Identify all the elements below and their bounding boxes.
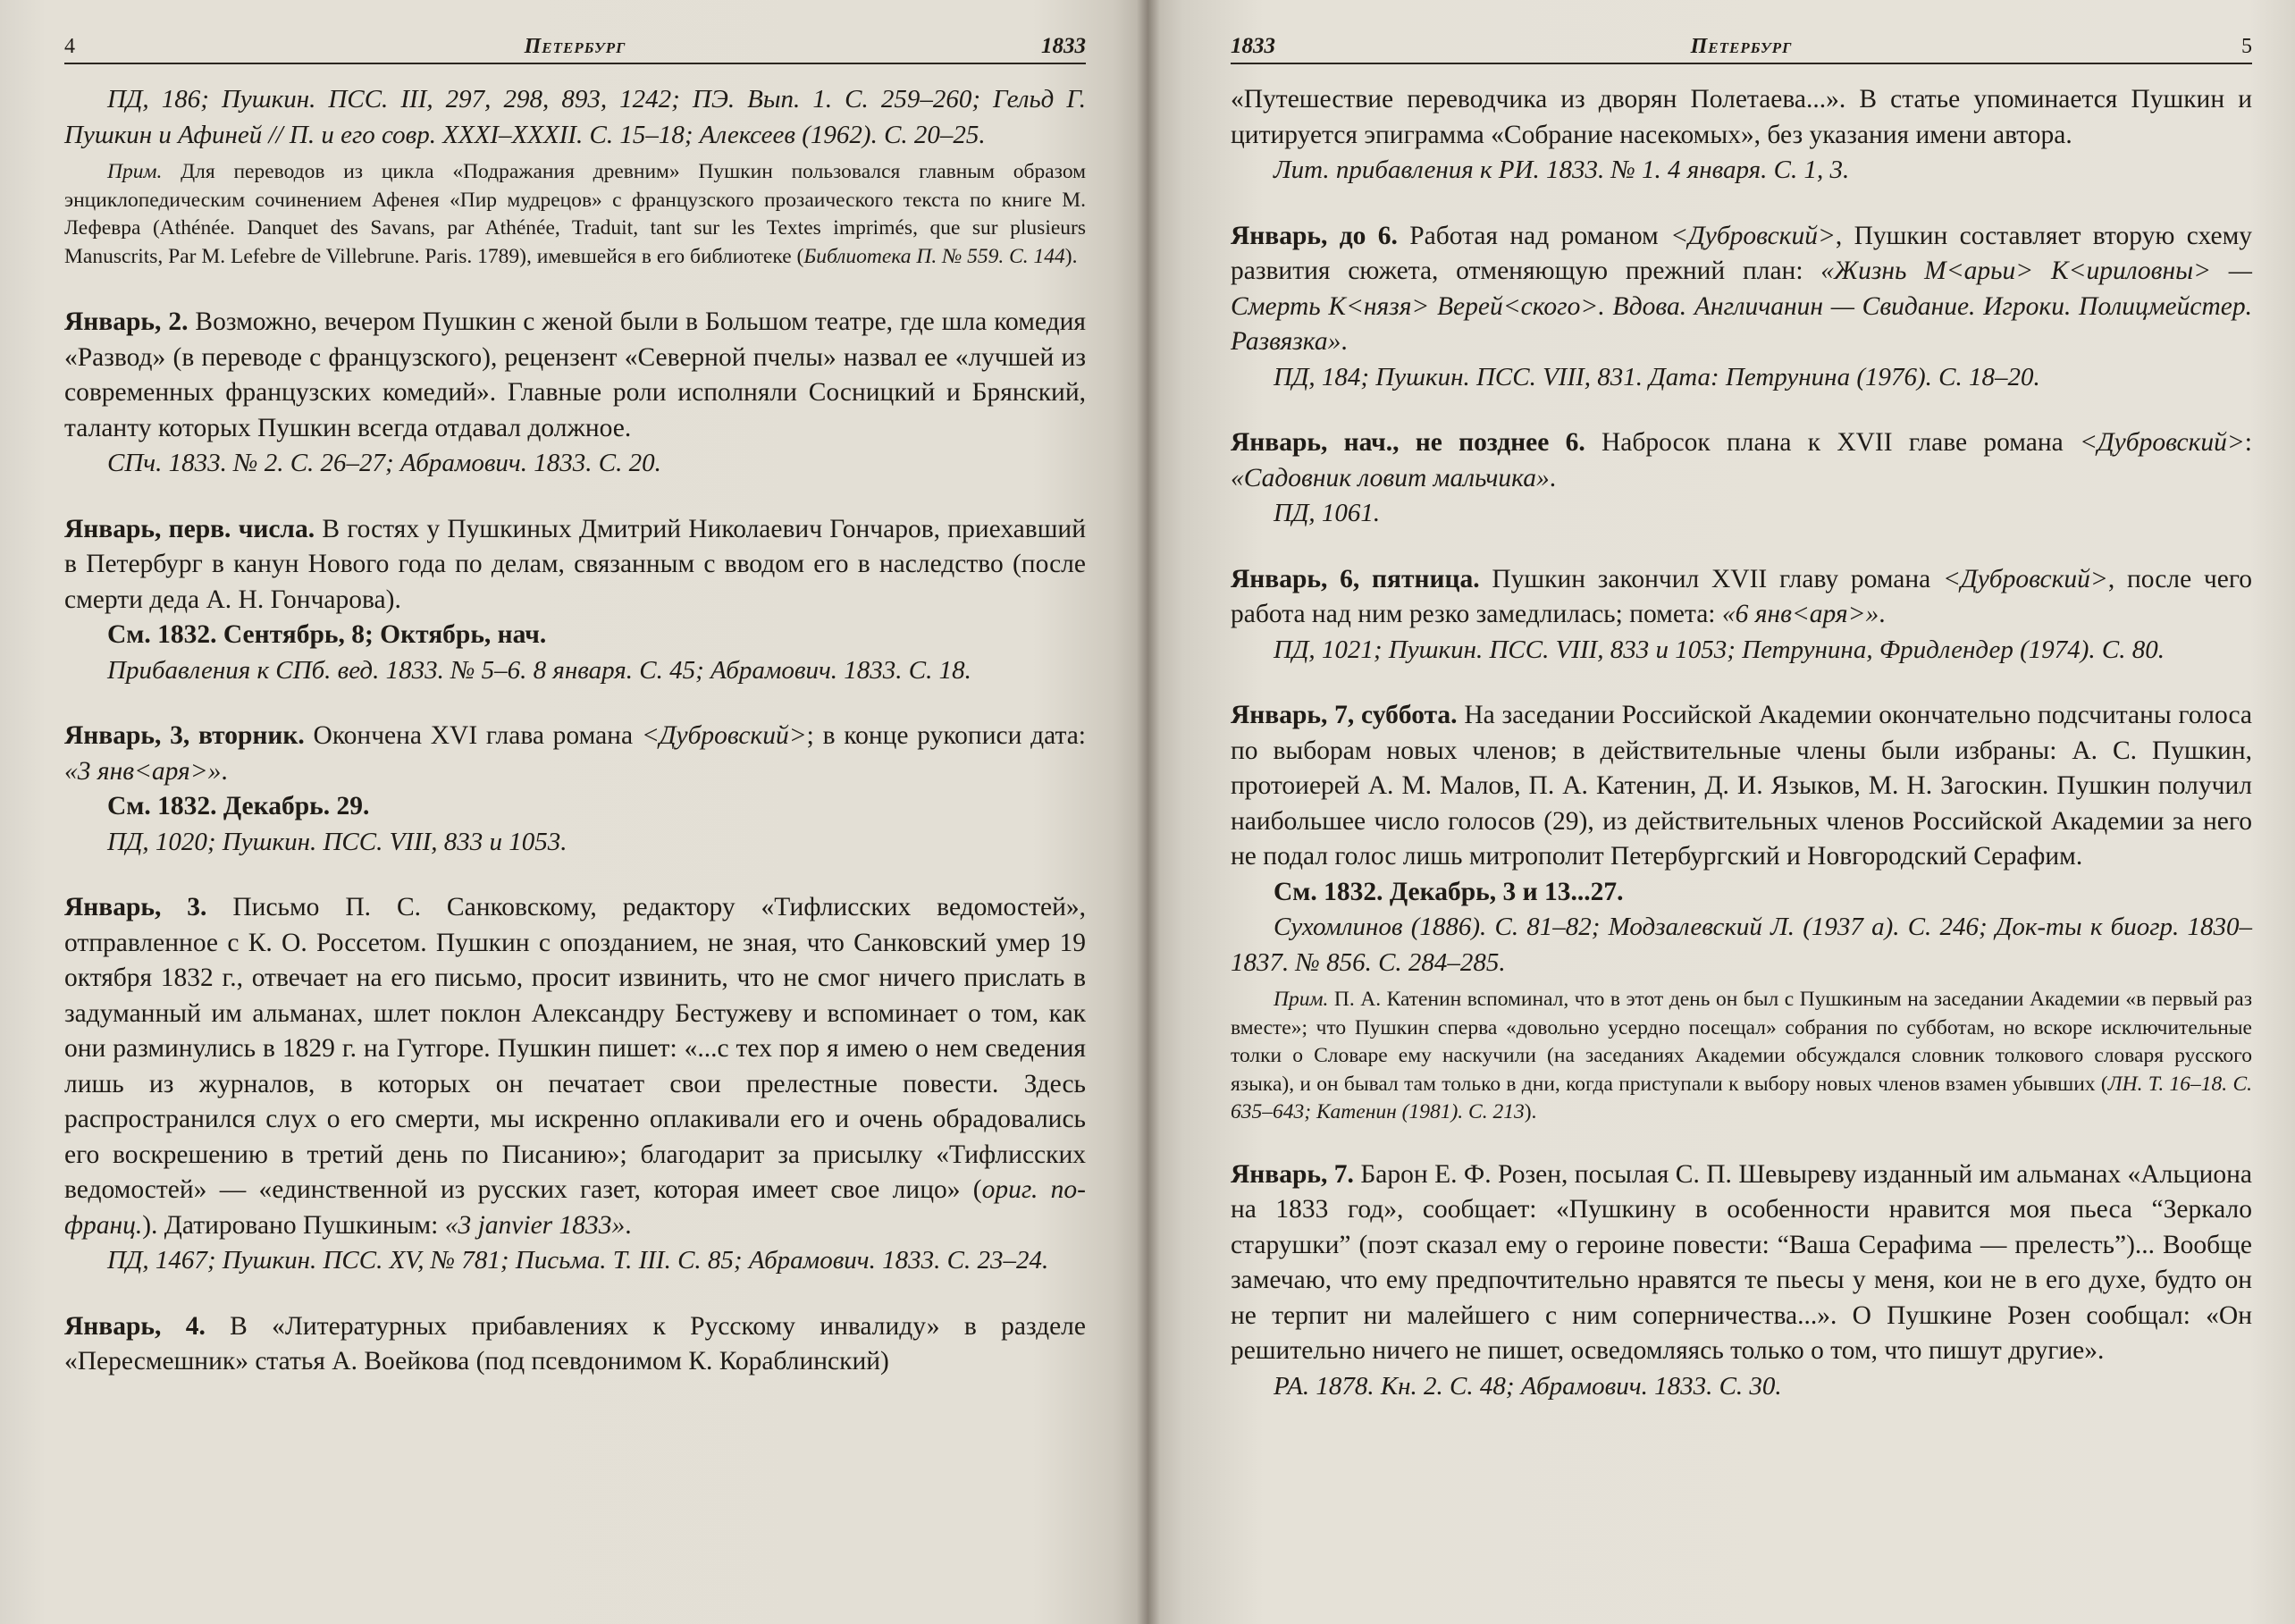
entry-date: Январь, 4. <box>64 1311 206 1341</box>
entry-sources: ПД, 1020; Пушкин. ПСС. VIII, 833 и 1053. <box>107 827 567 856</box>
note-citation: Библиотека П. № 559. С. 144 <box>803 244 1065 268</box>
page-number: 4 <box>64 35 75 58</box>
running-head-year: 1833 <box>1231 34 1275 58</box>
entry-sources: ПД, 184; Пушкин. ПСС. VIII, 831. Дата: Петрунина (1976). С. 18–20. <box>1274 362 2040 391</box>
entry-date: Январь, 6, пятница. <box>1231 564 1480 593</box>
running-head-place: Петербург <box>1690 35 1793 58</box>
entry-date: Январь, до 6. <box>1231 221 1398 250</box>
entry-paragraph <box>64 890 1086 1243</box>
chronicle-entry <box>1231 425 2252 532</box>
entry-body: Окончена XVI глава романа <box>304 721 642 750</box>
chronicle-entry <box>64 305 1086 482</box>
entry-sources: ПД, 1021; Пушкин. ПСС. VIII, 833 и 1053; Петрунина, Фридлендер (1974). С. 80. <box>1274 635 2165 664</box>
entry-body: Письмо П. С. Санковскому, редактору «Тифлисских ведомостей», отправленное с К. О. Россетом. Пушкин с опозданием, не зная, что Санковский умер 19 октября 1832 г., отвечает на его письмо, просит извинить, что не смог ничего прислать в задуманный им альманах, шлет поклон Александру Бестужеву и вспоминает о том, как они разминулись в 1829 г. на Гутгоре. Пушкин пишет: «...с тех пор я имею о нем сведения лишь из журналов, в которых он печатает свои прелестные повести. Здесь распространился слух о его смерти, мы искренно оплакивали его и очень обрадовались его воскрешению в третий день по Писанию»; благодарит за присылку «Тифлисских ведомостей» — «единственной из русских газет, которая имеет свое лицо» ( <box>64 893 1086 1204</box>
note-text: Для переводов из цикла «Подражания древним» Пушкин пользовался главным образом энциклопедическим сочинением Афенея «Пир мудрецов» с французского прозаического текста по книге М. Лефевра (Athénée. Danquet des Savans, par Athénée, Traduit, tant sur les Textes imprimés, que sur plusieurs Manuscrits, Par M. Lefebre de Villebrune. Paris. 1789), имевшейся в его библиотеке ( <box>64 160 1086 268</box>
chronicle-entry <box>1231 562 2252 669</box>
entry-body: Возможно, вечером Пушкин с женой были в Большом театре, где шла комедия «Развод» (в переводе с французского), рецензент «Северной пчелы» назвал ее «лучшей из современных французских комедий». Главные роли исполняли Сосницкий и Брянский, таланту которых Пушкин всегда отдавал должное. <box>64 307 1086 442</box>
letter-date: «3 janvier 1833» <box>444 1210 626 1240</box>
work-title: <Дубровский> <box>1943 564 2108 593</box>
entry-paragraph <box>64 1309 1086 1380</box>
entry-body: Барон Е. Ф. Розен, посылая С. П. Шевыреву изданный им альманах «Альциона на 1833 год», сообщает: «Пушкину в особенности нравится моя пьеса “Зеркало старушки” (поэт сказал ему о героине повести: “Ваша Серафима — прелесть”)... Вообще замечаю, что ему предпочтительно нравятся те пьесы у меня, кои не в его духе, будто он не терпит ни малейшего с ним соперничества...». О Пушкине Розен сообщал: «Он решительно ничего не пишет, осведомляясь только о том, что пишут другие». <box>1231 1159 2252 1365</box>
entry-date: Январь, нач., не позднее 6. <box>1231 428 1585 457</box>
entry-sources: Прибавления к СПб. вед. 1833. № 5–6. 8 января. С. 45; Абрамович. 1833. С. 18. <box>107 655 971 685</box>
note-text-end: ). <box>1524 1100 1537 1123</box>
entry-date: Январь, 2. <box>64 307 189 336</box>
entry-body-cont: , после чего работа над ним резко замедлилась; помета: <box>1231 564 2252 628</box>
entry-body-cont: , Пушкин составляет вторую схему развития сюжета, отменяющую прежний план: <box>1231 221 2252 285</box>
note-citation: ЛН. Т. 16–18. С. 635–643; Катенин (1981). С. 213 <box>1231 1072 2253 1123</box>
manuscript-date: «6 янв<аря>» <box>1721 600 1879 628</box>
entry-paragraph <box>1231 219 2252 360</box>
entry-body: Набросок плана к XVII главе романа <box>1585 428 2080 457</box>
running-head-year: 1833 <box>1041 34 1086 58</box>
entry-body-end: . <box>221 756 228 786</box>
chronicle-entry <box>64 890 1086 1279</box>
entry-paragraph <box>1231 698 2252 875</box>
running-head <box>1231 27 2252 64</box>
entry-date: Январь, 7. <box>1231 1159 1354 1189</box>
continued-entry <box>1231 82 2252 189</box>
note-text-end: ). <box>1064 244 1078 268</box>
entry-sources: Лит. прибавления к РИ. 1833. № 1. 4 января. С. 1, 3. <box>1274 156 1850 184</box>
note-text: П. А. Катенин вспоминал, что в этот день он был с Пушкиным на заседании Академии «в первый раз вместе»; что Пушкин сперва «довольно усердно посещал» собрания по субботам, но вскоре исключительные толки о Словаре ему наскучили (на заседаниях Академии обсуждался словник толкового словаря русского языка), и он бывал там только в дни, когда приступали к выбору новых членов взамен убывших ( <box>1231 988 2252 1096</box>
chronicle-entry <box>64 512 1086 689</box>
work-title: <Дубровский> <box>641 721 807 750</box>
chronicle-entry <box>64 1309 1086 1380</box>
right-page <box>1148 0 2295 1624</box>
entry-sources: Сухомлинов (1886). С. 81–82; Модзалевский Л. (1937 а). С. 246; Док-ты к биогр. 1830–1837. № 856. С. 284–285. <box>1231 913 2252 977</box>
left-text-block <box>64 82 1086 1380</box>
note-label: Прим. <box>1274 988 1329 1011</box>
original-language-note: ориг. по-франц. <box>64 1175 1087 1240</box>
entry-body: Работая над романом <box>1397 221 1671 250</box>
plan-quote: «Садовник ловит мальчика» <box>1231 463 1550 492</box>
entry-see-also: См. 1832. Декабрь, 3 и 13...27. <box>1274 877 1624 906</box>
running-head-place: Петербург <box>524 35 626 58</box>
entry-body-end: . <box>1879 600 1886 628</box>
entry-body-end: . <box>1341 327 1348 356</box>
plan-quote: «Жизнь М<арьи> К<ириловны> — Смерть К<нязя> Верей<ского>. Вдова. Англичанин — Свидание. Игроки. Полицмейстер. Развязка» <box>1231 257 2252 356</box>
continued-entry <box>64 82 1086 271</box>
entry-paragraph <box>1231 1157 2252 1369</box>
entry-paragraph <box>64 512 1086 618</box>
chronicle-entry <box>64 719 1086 860</box>
page-number: 5 <box>2241 35 2252 58</box>
entry-sources: ПД, 1061. <box>1274 499 1381 527</box>
entry-date: Январь, 3. <box>64 893 207 921</box>
running-head <box>64 27 1086 64</box>
entry-body: В «Литературных прибавлениях к Русскому инвалиду» в разделе «Пересмешник» статья А. Воейкова (под псевдонимом К. Кораблинский) <box>64 1311 1086 1376</box>
entry-note <box>64 158 1086 271</box>
manuscript-date: «3 янв<аря>» <box>64 756 222 786</box>
entry-body-end: . <box>1549 463 1557 492</box>
work-title: <Дубровский> <box>1670 221 1836 250</box>
chronicle-entry <box>1231 698 2252 1127</box>
chronicle-entry <box>1231 1157 2252 1405</box>
entry-sources: ПД, 1467; Пушкин. ПСС. XV, № 781; Письма. Т. III. С. 85; Абрамович. 1833. С. 23–24. <box>107 1246 1049 1275</box>
work-title: <Дубровский> <box>2079 428 2245 457</box>
right-text-block <box>1231 82 2252 1404</box>
chronicle-entry <box>1231 219 2252 396</box>
entry-body-cont: : <box>2244 428 2252 457</box>
entry-body-end: . <box>625 1210 632 1240</box>
entry-body-cont: ). Датировано Пушкиным: <box>142 1210 445 1240</box>
note-label: Прим. <box>107 160 163 183</box>
entry-paragraph <box>1231 562 2252 633</box>
entry-date: Январь, 7, суббота. <box>1231 701 1458 729</box>
entry-sources: ПД, 186; Пушкин. ПСС. III, 297, 298, 893, 1242; ПЭ. Вып. 1. С. 259–260; Гельд Г. Пушкин и Афиней // П. и его совр. XXXI–XXXII. С. 15–18; Алексеев (1962). С. 20–25. <box>64 85 1086 149</box>
entry-date: Январь, 3, вторник. <box>64 721 305 750</box>
entry-paragraph <box>64 719 1086 789</box>
entry-see-also: См. 1832. Декабрь. 29. <box>107 792 370 820</box>
entry-sources: РА. 1878. Кн. 2. С. 48; Абрамович. 1833. С. 30. <box>1274 1371 1782 1401</box>
book-gutter <box>1137 0 1160 1624</box>
entry-see-also: См. 1832. Сентябрь, 8; Октябрь, нач. <box>107 620 547 649</box>
entry-paragraph <box>64 305 1086 446</box>
entry-body: «Путешествие переводчика из дворян Полетаева...». В статье упоминается Пушкин и цитируется эпиграмма «Собрание насекомых», без указания имени автора. <box>1231 85 2252 149</box>
entry-body: В гостях у Пушкиных Дмитрий Николаевич Гончаров, приехавший в Петербург в канун Нового года по делам, связанным с вводом его в наследство (после смерти деда А. Н. Гончарова). <box>64 514 1086 614</box>
entry-note <box>1231 986 2252 1127</box>
entry-sources: СПч. 1833. № 2. С. 26–27; Абрамович. 1833. С. 20. <box>107 449 661 477</box>
entry-paragraph <box>1231 425 2252 496</box>
entry-body: На заседании Российской Академии окончательно подсчитаны голоса по выборам новых членов; в действительные члены были избраны: А. С. Пушкин, протоиерей А. М. Малов, П. А. Катенин, Д. И. Языков, М. Н. Загоскин. Пушкин получил наибольшее число голосов (29), из действительных членов Российской Академии за него не подал голос лишь митрополит Петербургский и Новгородский Серафим. <box>1231 701 2252 871</box>
entry-date: Январь, перв. числа. <box>64 514 315 543</box>
entry-body: Пушкин закончил XVII главу романа <box>1479 564 1944 593</box>
entry-body-cont: ; в конце рукописи дата: <box>806 721 1086 750</box>
